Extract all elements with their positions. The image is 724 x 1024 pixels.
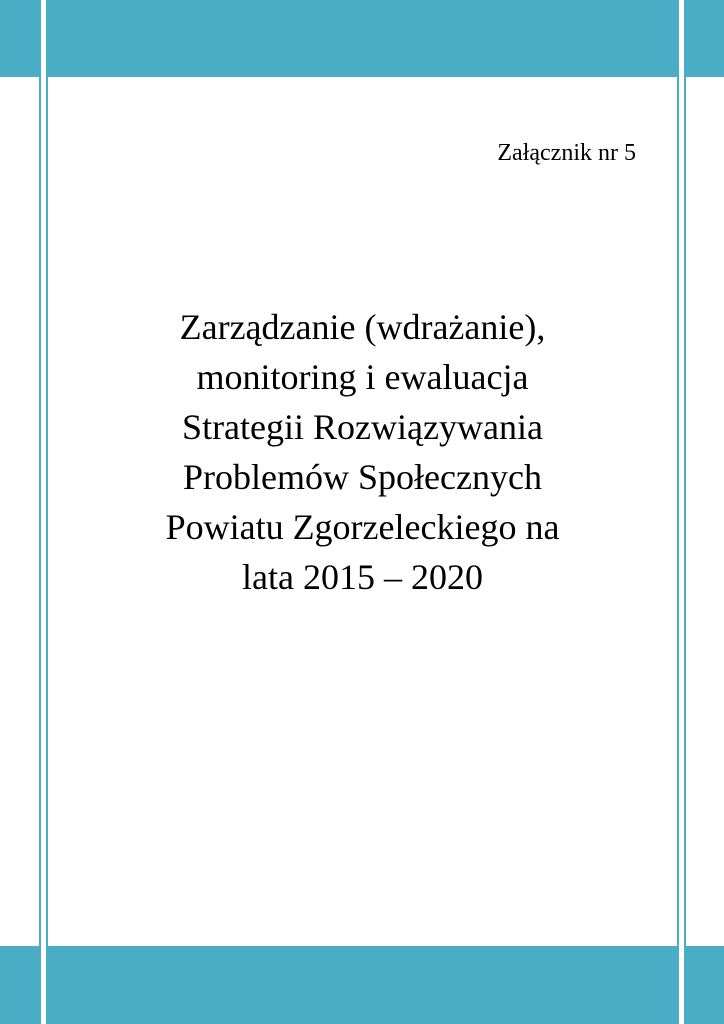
annex-label: Załącznik nr 5 xyxy=(497,140,636,166)
bottom-left-band xyxy=(0,946,39,1024)
left-border-line-inner xyxy=(46,0,48,1024)
bottom-footer-band xyxy=(48,946,677,1024)
top-left-band xyxy=(0,0,39,77)
title-line: Strategii Rozwiązywania xyxy=(182,407,543,447)
title-line: Zarządzanie (wdrażanie), xyxy=(179,307,546,347)
left-border-line-outer xyxy=(39,0,41,1024)
document-title xyxy=(60,302,665,602)
bottom-right-band xyxy=(686,946,724,1024)
title-line: monitoring i ewaluacja xyxy=(196,357,529,397)
right-border-line-outer xyxy=(684,0,686,1024)
title-line: Powiatu Zgorzeleckiego na xyxy=(165,507,560,547)
right-border-line-inner xyxy=(677,0,679,1024)
title-line: lata 2015 – 2020 xyxy=(242,557,483,597)
top-right-band xyxy=(686,0,724,77)
title-line: Problemów Społecznych xyxy=(183,457,542,497)
top-header-band xyxy=(48,0,677,77)
